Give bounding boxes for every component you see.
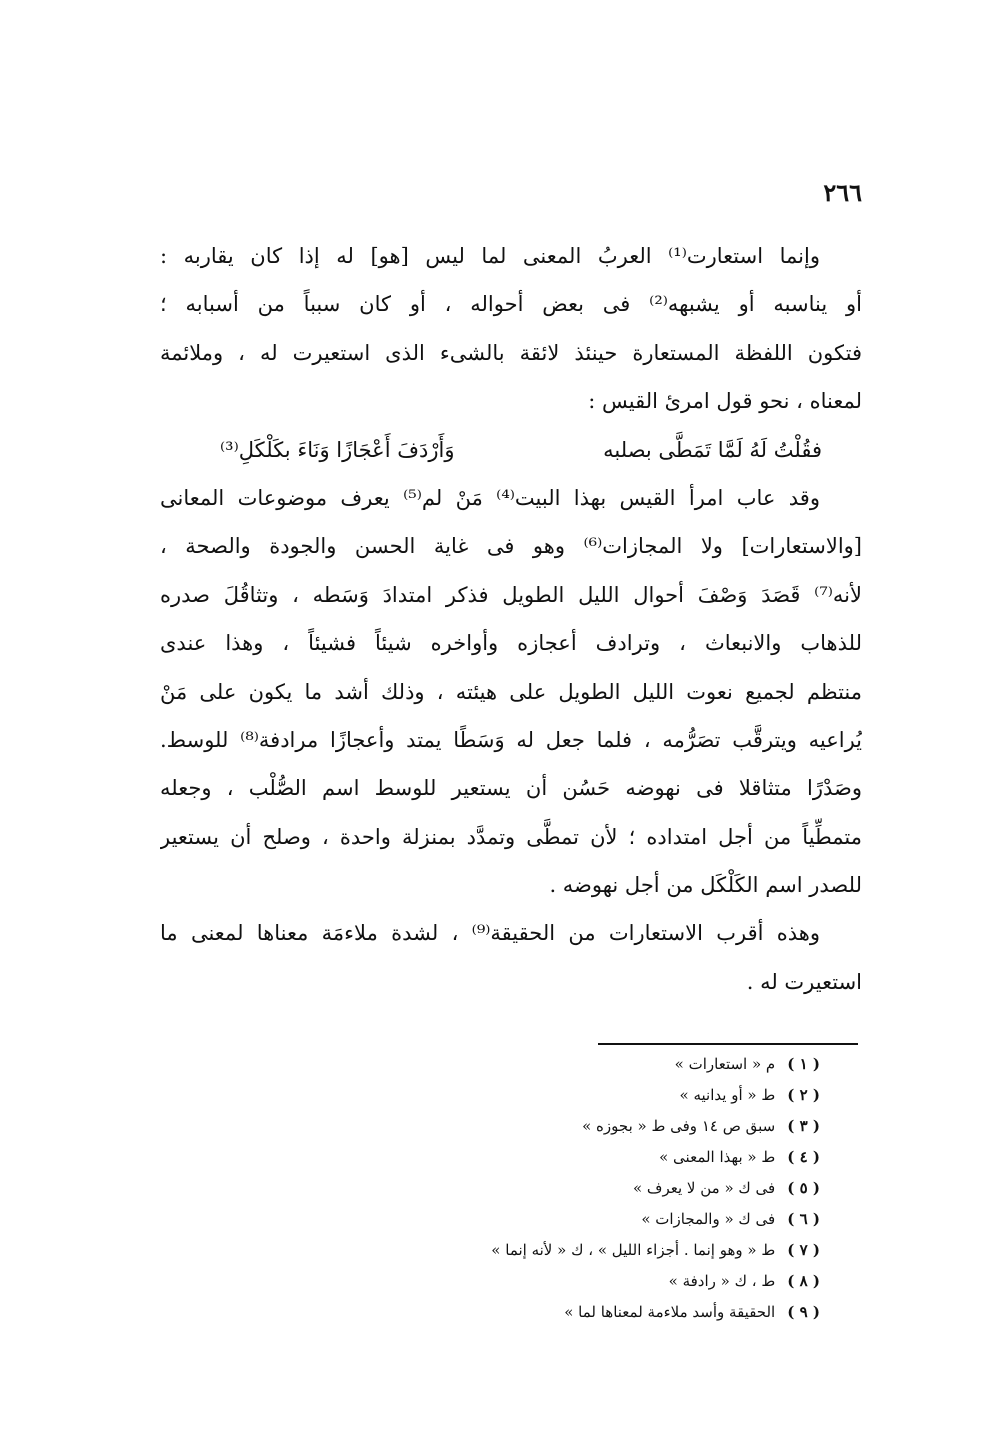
paragraph-2-line: للصدر اسم الكَلْكَل من أجل نهوضه .: [549, 873, 862, 898]
paragraph-1-line: أو يناسبه أو يشبهه⁽²⁾ فى بعض أحواله ، أو كان سبباً من أسبابه ؛: [160, 292, 862, 317]
page-number: ٢٦٦: [823, 178, 862, 207]
footnote-number: ( ٨ ): [787, 1272, 820, 1290]
paragraph-2-line: للذهاب والانبعاث ، وترادف أعجازه وأواخره شيئاً فشيئاً ، وهذا عندى: [160, 631, 862, 656]
footnote-text: فى ك « من لا يعرف »: [632, 1179, 776, 1197]
footnote-text: ط « وهو إنما . أجزاء الليل » ، ك « لأنه إنما »: [491, 1241, 776, 1259]
footnote: [440, 1173, 820, 1204]
footnote-number: ( ٧ ): [787, 1241, 820, 1259]
footnote-text: سبق ص ١٤ وفى ط « بجوزه »: [582, 1117, 776, 1135]
footnote: [440, 1297, 820, 1328]
footnote: [440, 1080, 820, 1111]
paragraph-2-line: [والاستعارات] ولا المجازات⁽⁶⁾ وهو فى غاية الحسن والجودة والصحة ،: [160, 534, 862, 559]
paragraph-2-line: يُراعيه ويترقَّب تصَرُّمه ، فلما جعل له وَسَطًا يمتد وأعجازًا مرادفة⁽⁸⁾ للوسط.: [160, 727, 862, 752]
footnotes: [440, 1049, 820, 1328]
footnote-number: ( ٤ ): [787, 1148, 820, 1166]
paragraph-2-line: منتظم لجميع نعوت الليل الطويل على هيئته ، وذلك أشد ما يكون على مَنْ: [160, 679, 862, 704]
main-text: [160, 232, 862, 1006]
paragraph-2-line: وصَدْرًا متثاقلا فى نهوضه حَسُن أن يستعير للوسط اسم الصُّلْب ، وجعله: [160, 776, 862, 801]
footnote: [440, 1111, 820, 1142]
footnote-text: م « استعارات »: [674, 1055, 776, 1073]
paragraph-2-line: وقد عاب امرأ القيس بهذا البيت⁽⁴⁾ مَنْ لم⁽⁵⁾ يعرف موضوعات المعانى: [160, 485, 820, 510]
footnote-text: ط « أو يدانيه »: [679, 1086, 776, 1104]
verse: [160, 426, 862, 474]
paragraph-1-line: فتكون اللفظة المستعارة حينئذ لائقة بالشىء الذى استعيرت له ، وملائمة: [160, 340, 862, 365]
footnote-number: ( ٦ ): [787, 1210, 820, 1228]
paragraph-3-line: وهذه أقرب الاستعارات من الحقيقة⁽⁹⁾ ، لشدة ملاءمَة معناها لمعنى ما: [160, 921, 820, 946]
footnote: [440, 1049, 820, 1080]
footnote: [440, 1204, 820, 1235]
footnote: [440, 1235, 820, 1266]
verse-second-hemistich: وَأَرْدَفَ أَعْجَازًا وَنَاءَ بكَلْكَلِ⁽³⁾: [220, 437, 455, 462]
footnote-number: ( ٣ ): [787, 1117, 820, 1135]
verse-first-hemistich: فقُلْتُ لَهُ لَمَّا تَمَطَّى بصلبه: [603, 437, 822, 462]
footnote-text: ط « بهذا المعنى »: [659, 1148, 776, 1166]
paragraph-2-line: لأنه⁽⁷⁾ قَصَدَ وَصْفَ أحوال الليل الطويل فذكر امتدادَ وَسَطه ، وتثاقُلَ صدره: [160, 582, 862, 607]
paragraph-1-line: وإنما استعارت⁽¹⁾ العربُ المعنى لما ليس [هو] له إذا كان يقاربه :: [160, 244, 820, 268]
footnote: [440, 1266, 820, 1297]
paragraph-3-line: استعيرت له .: [746, 969, 862, 994]
footnote-number: ( ٥ ): [787, 1179, 820, 1197]
footnote-number: ( ٢ ): [787, 1086, 820, 1104]
footnote-divider: [598, 1043, 858, 1045]
footnote-text: ط ، ك « رادفة »: [668, 1272, 776, 1290]
footnote-text: فى ك « والمجازات »: [641, 1210, 776, 1228]
footnote-text: الحقيقة وأسد ملاءمة لمعناها لما »: [564, 1303, 776, 1321]
footnote-number: ( ١ ): [787, 1055, 820, 1073]
paragraph-1-line: لمعناه ، نحو قول امرئ القيس :: [588, 389, 862, 414]
footnote: [440, 1142, 820, 1173]
footnote-number: ( ٩ ): [787, 1303, 820, 1321]
paragraph-2-line: متمطِّياً من أجل امتداده ؛ لأن تمطَّى وتمدَّد بمنزلة واحدة ، وصلح أن يستعير: [160, 824, 862, 849]
